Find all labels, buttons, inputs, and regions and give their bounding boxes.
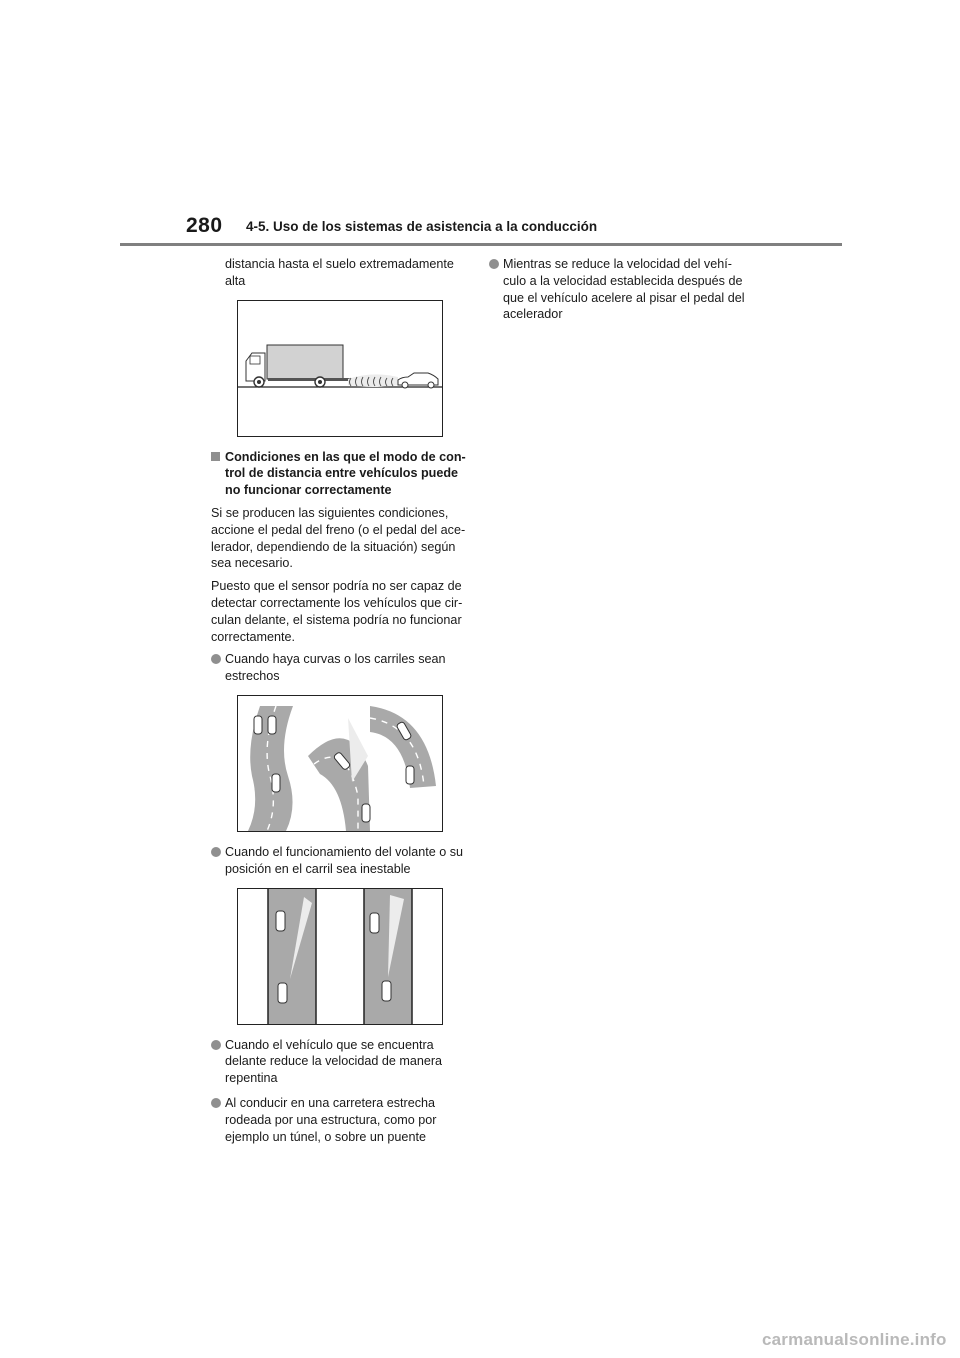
bullet-dot-icon xyxy=(489,259,499,269)
bullet-decelerate xyxy=(211,1037,473,1087)
conditions-heading xyxy=(211,449,473,499)
bullet-steering-text: Cuando el funcionamiento del volante o su posición en el carril sea inestable xyxy=(225,844,464,876)
paragraph-pedal: Si se producen las siguientes condiciones, accione el pedal del freno (o el pedal del ace-lerador, dependiendo de la situación) según sea necesario. xyxy=(211,505,466,571)
bullet-dot-icon xyxy=(211,654,221,664)
lanes-figure xyxy=(237,888,443,1025)
bullet-steering xyxy=(211,844,473,878)
truck-illustration xyxy=(238,301,442,436)
bullet-tunnel xyxy=(211,1095,473,1145)
watermark: carmanualsonline.info xyxy=(762,1330,947,1349)
bullet-decelerate-text: Cuando el vehículo que se encuentra delante reduce la velocidad de manera repentina xyxy=(225,1037,443,1086)
bullet-reduce-speed xyxy=(489,256,751,323)
lanes-illustration xyxy=(238,889,442,1024)
section-title: 4-5. Uso de los sistemas de asistencia a la conducción xyxy=(246,219,598,234)
bullet-dot-icon xyxy=(211,1098,221,1108)
page-number: 280 xyxy=(186,214,223,237)
right-column xyxy=(489,256,751,331)
heading-square-icon xyxy=(211,452,220,461)
bullet-curves xyxy=(211,651,473,685)
curves-illustration xyxy=(238,696,442,831)
bullet-dot-icon xyxy=(211,1040,221,1050)
bullet-curves-text: Cuando haya curvas o los carriles sean estrechos xyxy=(225,652,446,684)
truck-figure xyxy=(237,300,443,437)
left-column xyxy=(211,256,473,1153)
heading-text: Condiciones en las que el modo de con-trol de distancia entre vehículos puede no funcionar correctamente xyxy=(225,449,466,498)
header-rule xyxy=(120,243,842,246)
continuation-text: distancia hasta el suelo extremadamente alta xyxy=(225,257,454,288)
bullet-reduce-speed-text: Mientras se reduce la velocidad del vehí-culo a la velocidad establecida después de que el vehículo acelere al pisar el pedal del acelerador xyxy=(503,257,745,322)
bullet-tunnel-text: Al conducir en una carretera estrecha rodeada por una estructura, como por ejemplo un túnel, o sobre un puente xyxy=(225,1095,437,1144)
curves-figure xyxy=(237,695,443,832)
paragraph-sensor: Puesto que el sensor podría no ser capaz de detectar correctamente los vehículos que cir-culan delante, el sistema podría no funcionar correctamente. xyxy=(211,579,463,644)
bullet-dot-icon xyxy=(211,847,221,857)
